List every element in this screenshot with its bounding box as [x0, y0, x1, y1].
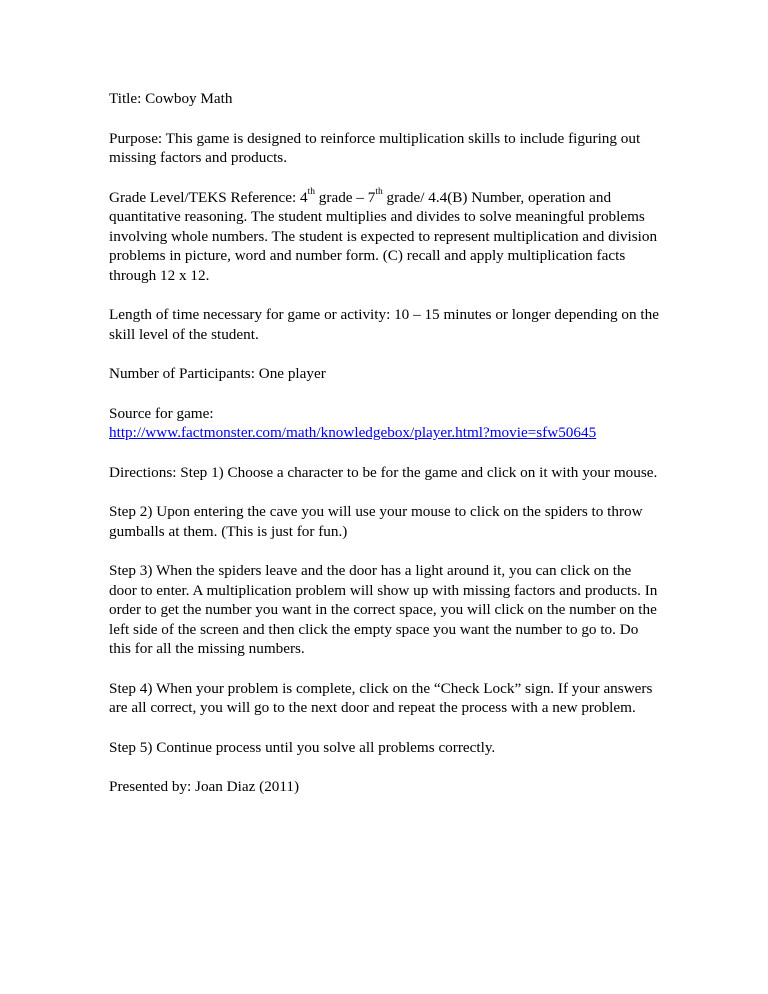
grade-level-paragraph — [109, 188, 659, 286]
length-paragraph: Length of time necessary for game or activity: 10 – 15 minutes or longer depending on the skill level of the student. — [109, 306, 659, 343]
participants-paragraph: Number of Participants: One player — [109, 365, 326, 382]
title-line: Title: Cowboy Math — [109, 90, 233, 107]
step2-paragraph: Step 2) Upon entering the cave you will use your mouse to click on the spiders to throw gumballs at them. (This is just for fun.) — [109, 503, 643, 540]
step3-paragraph: Step 3) When the spiders leave and the door has a light around it, you can click on the door to enter. A multiplication problem will show up with missing factors and products. In order to get the number you want in the correct space, you will click on the number on the left side of the screen and then click the empty space you want the number to go to. Do this for all the missing numbers. — [109, 562, 658, 657]
grade-sup-2: th — [375, 187, 383, 198]
grade-prefix: Grade Level/TEKS Reference: 4 — [109, 188, 308, 206]
presented-by-paragraph: Presented by: Joan Diaz (2011) — [109, 778, 300, 795]
step4-paragraph: Step 4) When your problem is complete, click on the “Check Lock” sign. If your answers are all correct, you will go to the next door and repeat the process with a new problem. — [109, 679, 653, 716]
grade-sup-1: th — [307, 187, 315, 198]
source-label: Source for game: — [109, 404, 214, 422]
grade-rest: grade/ 4.4(B) Number, operation and quantitative reasoning. The student multiplies and divides to solve meaningful problems involving whole numbers. The student is expected to represent multiplication and division problems in picture, word and number form. (C) recall and apply multiplication facts through 12 x 12. — [109, 188, 658, 284]
document-page — [109, 89, 659, 817]
grade-middle: grade – 7 — [315, 188, 376, 206]
source-link[interactable]: http://www.factmonster.com/math/knowledgebox/player.html?movie=sfw50645 — [109, 424, 597, 441]
directions-step1-paragraph: Directions: Step 1) Choose a character to be for the game and click on it with your mouse. — [109, 463, 658, 481]
source-paragraph — [109, 404, 659, 443]
purpose-paragraph: Purpose: This game is designed to reinforce multiplication skills to include figuring out missing factors and products. — [109, 129, 641, 166]
step5-paragraph: Step 5) Continue process until you solve all problems correctly. — [109, 738, 496, 756]
